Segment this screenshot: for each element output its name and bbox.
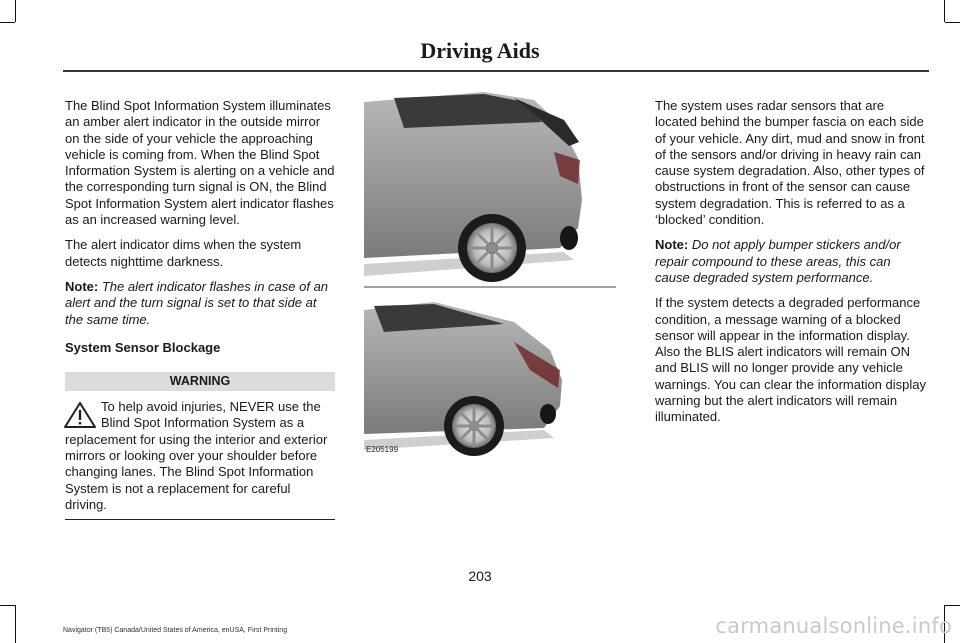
- paragraph: The alert indicator dims when the system detects nighttime darkness.: [65, 237, 302, 269]
- note-text: The alert indicator flashes in case of an alert and the turn signal is set to that side at the same time.: [65, 278, 329, 327]
- crop-mark: [945, 605, 960, 606]
- paragraph: If the system detects a degraded performance condition, a message warning of a blocked sensor will appear in the information display. Also the BLIS alert indicators will remain ON and BLIS will no longer provide any vehicle warnings. You can clear the information display warning but the alert indicators will remain illuminated.: [655, 295, 926, 425]
- figure-code: E205199: [366, 445, 399, 454]
- page-title: Driving Aids: [420, 38, 540, 63]
- suv-illustration: [364, 92, 582, 282]
- crop-mark: [15, 605, 16, 643]
- warning-box: [65, 372, 335, 520]
- crop-mark: [0, 22, 15, 23]
- note-text: Do not apply bumper stickers and/or repair compound to these areas, this can cause degraded system performance.: [655, 237, 901, 285]
- print-info: Navigator (TB5) Canada/United States of America, enUSA, First Printing: [63, 627, 288, 634]
- crop-mark: [15, 0, 16, 22]
- warning-header: WARNING: [65, 372, 335, 391]
- right-column: [655, 98, 927, 435]
- paragraph: The Blind Spot Information System illuminates an amber alert indicator in the outside mirror on the side of your vehicle the approaching vehicle is coming from. When the Blind Spot Information System is alerting on a vehicle and the corresponding turn signal is ON, the Blind Spot Information System alert indicator flashes as an increased warning level.: [65, 98, 335, 228]
- paragraph: The system uses radar sensors that are located behind the bumper fascia on each side of your vehicle. Any dirt, mud and snow in front of the sensors and/or driving in heavy rain can cause system degradation. Also, other types of obstructions in front of the sensor can cause system degradation. This is referred to as a ‘blocked’ condition.: [655, 98, 925, 228]
- header-rule: [63, 70, 929, 72]
- note-label: Note:: [655, 237, 689, 253]
- left-column: [65, 98, 335, 520]
- vehicle-sensor-figure: [364, 88, 618, 463]
- note-label: Note:: [65, 278, 99, 294]
- warning-text: To help avoid injuries, NEVER use the Blind Spot Information System as a replacement for using the interior and exterior mirrors or looking over your shoulder before changing lanes. The Blind Spot Information System is not a replacement for careful driving.: [65, 399, 328, 512]
- crop-mark: [944, 0, 945, 22]
- warning-body: [65, 391, 335, 520]
- crop-mark: [945, 22, 960, 23]
- sedan-illustration: [364, 302, 562, 456]
- watermark: carmanualsonline.info: [715, 614, 952, 638]
- note: [65, 279, 335, 328]
- page-number: 203: [468, 568, 492, 584]
- note: [655, 237, 927, 286]
- warning-triangle-icon: [63, 401, 97, 429]
- section-heading: System Sensor Blockage: [65, 339, 221, 355]
- crop-mark: [0, 605, 15, 606]
- warning-rule: [65, 519, 335, 520]
